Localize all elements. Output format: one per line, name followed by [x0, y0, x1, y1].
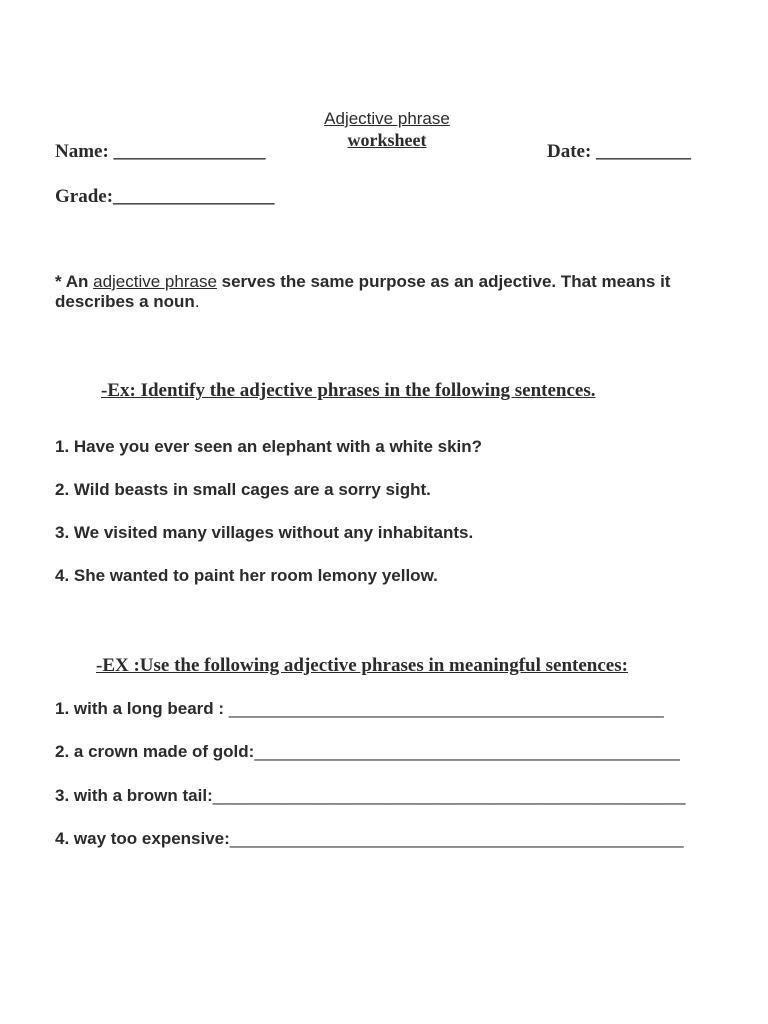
exercise2-item-2: [55, 742, 680, 762]
definition-middle: serves the same purpose as an adjective. That means it describes a noun: [55, 272, 671, 311]
exercise2-item-3: [55, 786, 685, 806]
definition-end: .: [194, 292, 200, 311]
exercise2-item-prompt: 1. with a long beard :: [55, 699, 229, 718]
worksheet-title-line2: worksheet: [347, 130, 427, 150]
name-field: Name: ________________: [55, 141, 266, 162]
date-field: Date: __________: [547, 141, 692, 162]
exercise2-item-prompt: 4. way too expensive:: [55, 829, 230, 848]
answer-blank: ______________________________________________: [228, 699, 664, 718]
exercise2-item-1: [55, 699, 664, 719]
exercise1-item-4: 4. She wanted to paint her room lemony yellow.: [55, 566, 438, 585]
exercise2-heading: -EX :Use the following adjective phrases in meaningful sentences:: [96, 655, 628, 676]
exercise2-item-4: [55, 829, 684, 849]
definition-prefix: An: [65, 272, 94, 291]
exercise1-item-2: 2. Wild beasts in small cages are a sorry sight.: [55, 480, 431, 499]
exercise1-item-3: 3. We visited many villages without any inhabitants.: [55, 523, 474, 542]
grade-field: Grade:_________________: [55, 186, 275, 207]
answer-blank: __________________________________________________: [212, 786, 686, 805]
exercise2-item-prompt: 2. a crown made of gold:: [55, 742, 255, 761]
definition-bullet: *: [55, 272, 66, 291]
worksheet-title-line1: Adjective phrase: [324, 109, 450, 128]
answer-blank: _____________________________________________: [254, 742, 680, 761]
answer-blank: ________________________________________________: [229, 829, 684, 848]
definition-paragraph: [55, 272, 715, 312]
definition-term: adjective phrase: [93, 272, 217, 291]
exercise1-heading: -Ex: Identify the adjective phrases in the following sentences.: [101, 380, 596, 401]
exercise2-item-prompt: 3. with a brown tail:: [55, 786, 213, 805]
exercise1-item-1: 1. Have you ever seen an elephant with a white skin?: [55, 437, 483, 456]
